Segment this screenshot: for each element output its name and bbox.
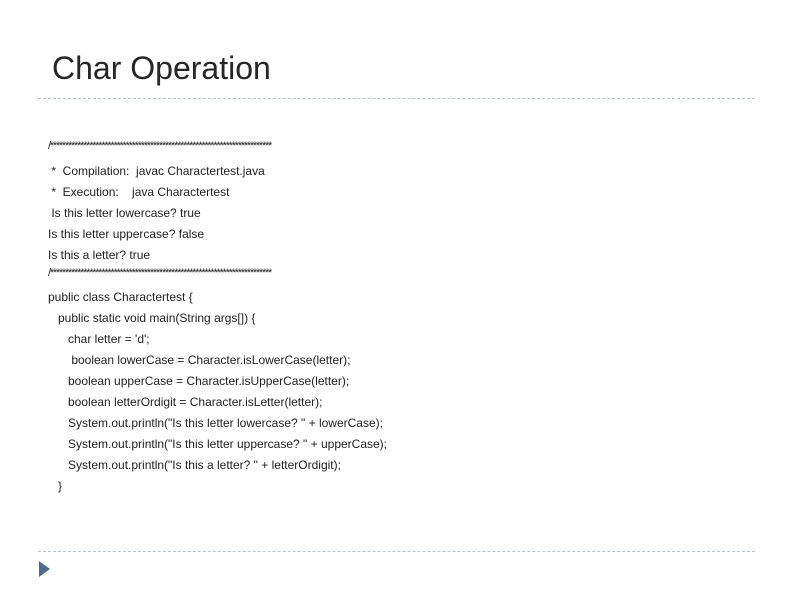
- comment-border-line: /*************************************************************************: [48, 140, 272, 152]
- code-line: Is this letter uppercase? false: [48, 227, 205, 241]
- footer-divider: [38, 551, 755, 552]
- code-line: * Execution: java Charactertest: [48, 185, 230, 199]
- code-line: System.out.println("Is this letter lowercase? " + lowerCase);: [48, 416, 383, 430]
- code-line: public class Charactertest {: [48, 290, 193, 304]
- code-line: boolean lowerCase = Character.isLowerCase(letter);: [48, 353, 351, 367]
- code-line: Is this a letter? true: [48, 248, 151, 262]
- code-line: System.out.println("Is this a letter? " + letterOrdigit);: [48, 458, 341, 472]
- comment-border-line: /*************************************************************************: [48, 267, 272, 279]
- slide-title: Char Operation: [52, 50, 271, 86]
- code-line: boolean letterOrdigit = Character.isLetter(letter);: [48, 395, 323, 409]
- triangle-right-icon: [39, 561, 50, 577]
- code-line: boolean upperCase = Character.isUpperCase(letter);: [48, 374, 350, 388]
- code-line: }: [48, 479, 63, 493]
- title-divider: [38, 98, 755, 99]
- code-line: Is this letter lowercase? true: [48, 206, 201, 220]
- code-line: public static void main(String args[]) {: [48, 311, 256, 325]
- code-line: * Compilation: javac Charactertest.java: [48, 164, 265, 178]
- code-line: System.out.println("Is this letter uppercase? " + upperCase);: [48, 437, 388, 451]
- code-line: char letter = 'd';: [48, 332, 150, 346]
